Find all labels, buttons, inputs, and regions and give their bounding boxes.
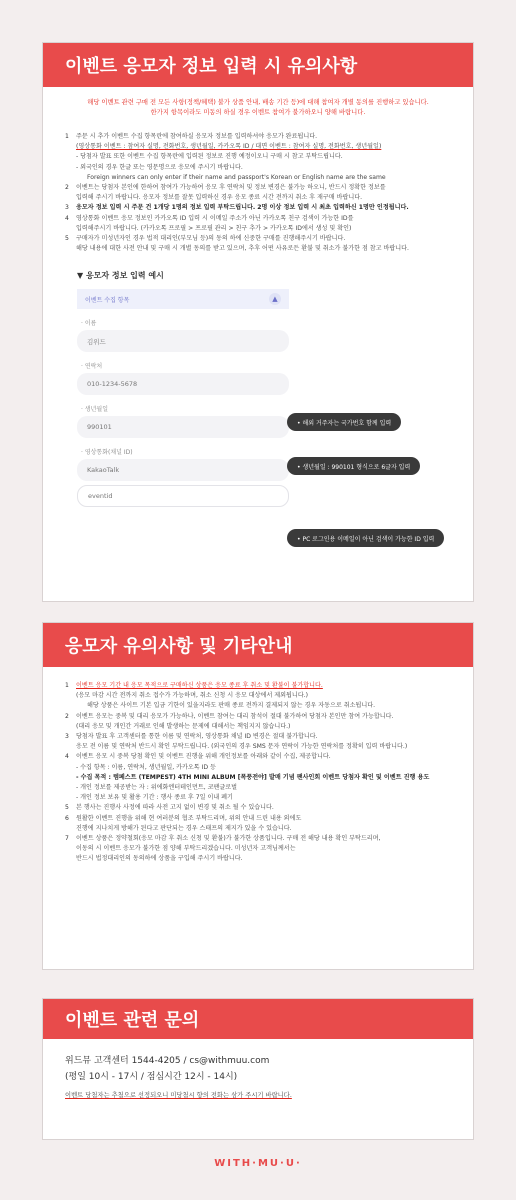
item-number: 3 (65, 204, 69, 212)
rule-text: 이벤트 응모 기간 내 응모 목적으로 구매하신 상품은 응모 종료 후 취소 및 환불이 불가합니다. (76, 682, 323, 689)
rule-text: 이동의 시 이벤트 응모가 불가한 점 양해 부탁드리겠습니다. 미성년자 고객님께서는 (76, 845, 296, 853)
item-number: 5 (65, 804, 69, 812)
warning-line: 해당 이벤트 관련 구매 전 모든 사항(정책/혜택) 불가 상품 안내, 배송 기간 등)에 대해 참여자 개별 동의를 진행하고 있습니다. (87, 99, 429, 106)
list-item (65, 712, 451, 732)
list-item (65, 814, 451, 834)
contact-card (42, 998, 474, 1140)
rule-text: 이벤트 응모는 중복 및 대리 응모가 가능하나, 이벤트 참여는 대리 참석이 절대 불가하여 당첨자 본인만 참여 가능합니다. (76, 712, 394, 720)
rule-text: 응모자 정보 입력 시 주문 건 1개당 1명의 정보 입력 부탁드립니다. 2명 이상 정보 입력 시 최초 입력하신 1명만 인정됩니다. (76, 204, 409, 212)
rule-text: 이벤트는 당첨자 본인에 한하여 참여가 가능하여 응모 후 연락처 및 정보 변경은 불가능 하오니, 반드시 정확한 정보를 (76, 184, 386, 192)
section-title: 응모자 유의사항 및 기타안내 (43, 623, 473, 667)
list-item (65, 234, 451, 254)
rule-text: 해당 상품은 사이트 기본 입금 기한이 있을지라도 판매 종료 전까지 결제되지 않는 경우 자동으로 취소됩니다. (87, 702, 376, 710)
rule-text: 구매자가 미성년자인 경우 법적 대리인(부모님 등)의 동의 하에 신중한 구매를 진행해주시기 바랍니다. (76, 235, 346, 243)
rule-text: 입력해주시기 바랍니다. (카카오톡 프로필 > 프로필 관리 > 친구 추가 > 카카오톡 ID에서 생성 및 확인) (76, 224, 352, 232)
channel-id-field[interactable]: eventid (77, 485, 289, 507)
rule-text: - 수집 목적 : 템페스트 (TEMPEST) 4TH MINI ALBUM [폭풍전야] 발매 기념 팬사인회 이벤트 당첨자 확인 및 이벤트 진행 용도 (76, 773, 430, 781)
item-number: 1 (65, 682, 69, 689)
hours-line: (평일 10시 - 17시 / 점심시간 12시 - 14시) (65, 1072, 238, 1082)
notice-card-entry (42, 42, 474, 602)
rule-text: 응모 전 이름 및 연락처 반드시 확인 부탁드립니다. (외국인의 경우 SMS 문자 연락이 가능한 연락처를 정확히 입력 바랍니다.) (76, 743, 408, 751)
contact-note: 이벤트 당첨자는 추첨으로 선정되오니 미당첨시 향의 전화는 삼가 주시기 바랍니다. (65, 1092, 292, 1099)
rule-text: 영상통화 이벤트 응모 정보인 카카오톡 ID 입력 시 이메일 주소가 아닌 카카오톡 친구 검색이 가능한 ID를 (76, 214, 354, 222)
warning-notice (43, 98, 473, 118)
rule-text: 주문 시 추가 이벤트 수집 항목란에 참여하실 응모자 정보를 입력하셔야 응모가 완료됩니다. (76, 133, 318, 140)
item-number: 3 (65, 733, 69, 741)
rule-text: Foreign winners can only enter if their name and passport's Korean or English name are the same (87, 173, 386, 181)
rule-text: 반드시 법정대리인의 동의하에 상품을 구입해 주시기 바랍니다. (76, 855, 243, 863)
field-label-channel: · 영상통화(채널 ID) (81, 449, 133, 457)
item-number: 7 (65, 835, 69, 843)
list-item (65, 732, 451, 752)
section-title: 이벤트 응모자 정보 입력 시 유의사항 (43, 43, 473, 87)
contact-line: 위드뮤 고객센터 1544-4205 / cs@withmuu.com (65, 1056, 270, 1066)
rule-text: 입력해 주시기 바랍니다. 응모자 정보를 잘못 입력하신 경우 응모 종료 시간 전까지 취소 후 재구매 바랍니다. (76, 194, 363, 202)
tip-badge-id: • PC 로그인용 이메일이 아닌 검색이 가능한 ID 입력 (287, 529, 444, 547)
rules-list (65, 132, 451, 254)
rule-text: - 개인 정보를 제공받는 자 : 위에화엔터테인먼트, 코팬글로벌 (76, 784, 238, 792)
notice-card-guide (42, 622, 474, 970)
tip-badge-phone: • 해외 거주자는 국가번호 함께 입력 (287, 413, 401, 431)
section-title: 이벤트 관련 문의 (43, 999, 473, 1039)
item-number: 2 (65, 184, 69, 192)
rule-text: - 외국인의 경우 한글 또는 영문명으로 응모에 주시기 바랍니다. (76, 163, 243, 171)
chevron-up-icon[interactable]: ▲ (269, 293, 281, 305)
rule-text: - 당첨자 발표 또한 이벤트 수집 항목란에 입력된 정보로 진행 예정이오니 구매 시 참고 부탁드립니다. (76, 153, 343, 161)
birthdate-field[interactable]: 990101 (77, 416, 289, 438)
rule-text: - 수집 항목 : 이름, 연락처, 생년월일, 카카오톡 ID 등 (76, 763, 216, 771)
field-label-phone: · 연락처 (81, 363, 103, 371)
rule-text: (응모 마감 시간 전까지 취소 접수가 가능하며, 취소 신청 시 응모 대상에서 제외됩니다.) (76, 692, 309, 700)
rule-text: 이벤트 상품은 정약철회(응모 마감 후 취소 신청 및 환불)가 불가한 상품입니다. 구매 전 해당 내용 확인 부탁드리며, (76, 835, 381, 843)
list-item (65, 803, 451, 813)
item-number: 1 (65, 133, 69, 140)
name-field[interactable]: 김위드 (77, 330, 289, 352)
item-number: 5 (65, 235, 69, 243)
list-item (65, 203, 451, 213)
brand-logo: WITH·MU·U· (214, 1158, 302, 1169)
list-item (65, 183, 451, 203)
list-item (65, 132, 451, 183)
example-title: ▼ 응모자 정보 입력 예시 (77, 271, 164, 281)
item-number: 4 (65, 753, 69, 761)
form-header[interactable] (77, 289, 289, 309)
rule-text: 원활한 이벤트 진행을 위해 현 여러분의 협조 부탁드리며, 위의 안내 드린 내용 외에도 (76, 814, 302, 822)
rule-text: 이벤트 응모 시 중복 당첨 확인 및 이벤트 진행을 위해 개인정보를 아래와 같이 수집, 제공합니다. (76, 753, 331, 761)
list-item (65, 834, 451, 865)
phone-field[interactable]: 010-1234-5678 (77, 373, 289, 395)
tip-badge-birth: • 생년월일 : 990101 형식으로 6글자 입력 (287, 457, 420, 475)
rule-text: - 개인 정보 보유 및 활용 기간 : 행사 종료 후 7일 이내 폐기 (76, 794, 233, 802)
rule-text: (영상통화 이벤트 : 참여자 실명, 전화번호, 생년월일, 카카오톡 ID / 대면 이벤트 : 참여자 실명, 전화번호, 생년월일) (76, 143, 382, 151)
rule-text: 본 행사는 진행사 사정에 따라 사전 고지 없이 변경 및 취소 될 수 있습니다. (76, 804, 274, 812)
channel-select[interactable]: KakaoTalk (77, 459, 289, 481)
form-header-label: 이벤트 수집 항목 (85, 296, 130, 304)
item-number: 2 (65, 712, 69, 720)
item-number: 6 (65, 814, 69, 822)
rules-list (65, 681, 451, 865)
rule-text: (대리 응모 및 개인간 거래로 인해 발생하는 문제에 대해서는 책임지지 않습니다.) (76, 722, 291, 730)
list-item (65, 752, 451, 803)
field-label-birth: · 생년월일 (81, 406, 108, 414)
field-label-name: · 이름 (81, 320, 97, 328)
rule-text: 진행에 지나치게 방해가 된다고 판단되는 경우 스태프의 제지가 있을 수 있습니다. (76, 824, 292, 832)
item-number: 4 (65, 214, 69, 222)
example-form (77, 289, 289, 507)
rule-text: 당첨자 발표 후 고객센터를 통한 이름 및 연락처, 영상통화 채널 ID 변경은 절대 불가합니다. (76, 733, 318, 741)
warning-line: 한가지 항목이라도 미동의 하실 경우 이벤트 참여가 불가하오니 양해 바랍니다. (150, 109, 366, 116)
list-item (65, 681, 451, 712)
rule-text: 해당 내용에 대한 사전 안내 및 구매 시 개별 동의를 받고 있으며, 추후 어떤 사유로든 환불 및 취소가 불가한 점 참고 바랍니다. (76, 245, 409, 253)
list-item (65, 214, 451, 234)
